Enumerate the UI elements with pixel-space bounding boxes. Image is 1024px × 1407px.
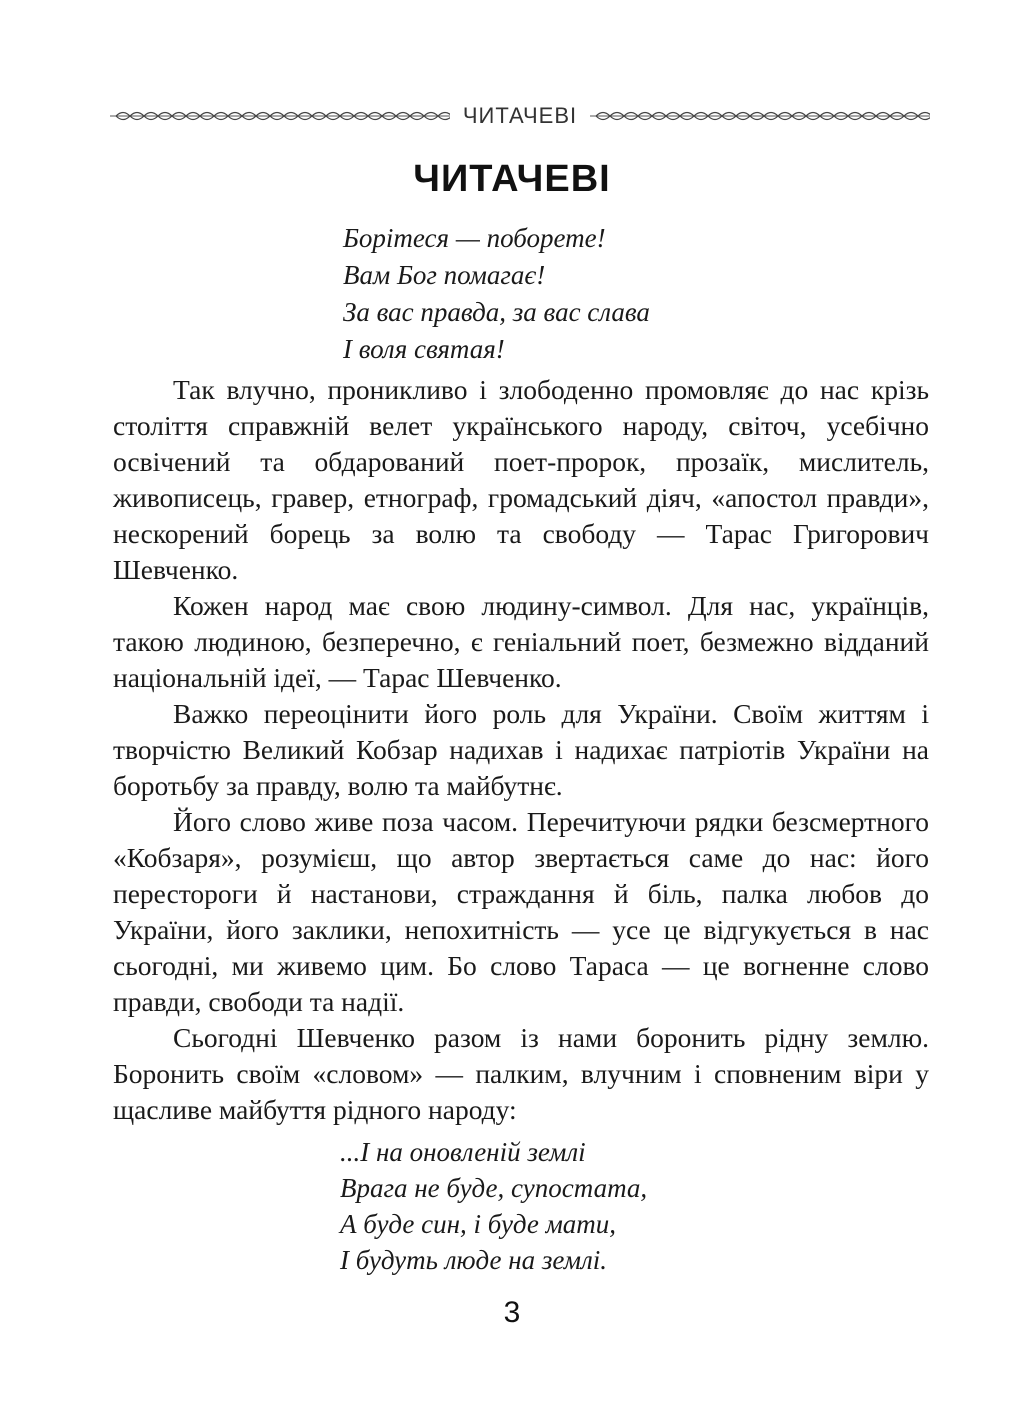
left-ornament-icon (110, 106, 450, 126)
verse-line: ...І на оновленій землі (340, 1137, 586, 1167)
running-title: ЧИТАЧЕВІ (462, 103, 578, 128)
epigraph-line: Вам Бог помагає! (343, 260, 546, 290)
body-text (113, 372, 929, 1128)
verse-line: Врага не буде, супостата, (340, 1173, 648, 1203)
paragraph: Так влучно, проникливо і злободенно промовляє до нас крізь століття справжній велет українського народу, світоч, усебічно освічений та обдарований поет-пророк, прозаїк, мислитель, живописець, гравер, етнограф, громадський діяч, «апостол правди», нескорений борець за волю та свободу — Тарас Григорович Шевченко. (113, 374, 929, 585)
closing-verse (340, 1134, 647, 1278)
paragraph: Важко переоцінити його роль для України. Своїм життям і творчістю Великий Кобзар надихав і надихає патріотів України на боротьбу за правду, волю та майбутнє. (113, 698, 929, 801)
paragraph: Його слово живе поза часом. Перечитуючи рядки безсмертного «Кобзаря», розумієш, що автор звертається саме до нас: його перестороги й настанови, страждання й біль, палка любов до України, його заклики, непохитність — усе це відгукується в нас сьогодні, ми живемо цим. Бо слово Тараса — це вогненне слово правди, свободи та надії. (113, 806, 929, 1017)
verse-line: І будуть люде на землі. (340, 1245, 607, 1275)
epigraph-line: Борітеся — поборете! (343, 223, 606, 253)
right-ornament-icon (590, 106, 930, 126)
epigraph (343, 220, 650, 368)
page-number: 3 (503, 1296, 521, 1329)
page-title: ЧИТАЧЕВІ (413, 158, 611, 200)
paragraph: Сьогодні Шевченко разом із нами боронить рідну землю. Боронить своїм «словом» — палким, влучним і сповненим віри у щасливе майбуття рідного народу: (113, 1022, 929, 1125)
epigraph-line: І воля святая! (343, 334, 505, 364)
paragraph: Кожен народ має свою людину-символ. Для нас, українців, такою людиною, безперечно, є геніальний поет, безмежно відданий національній ідеї, — Тарас Шевченко. (113, 590, 929, 693)
epigraph-line: За вас правда, за вас слава (343, 297, 650, 327)
verse-line: А буде син, і буде мати, (340, 1209, 617, 1239)
running-header (110, 96, 930, 136)
